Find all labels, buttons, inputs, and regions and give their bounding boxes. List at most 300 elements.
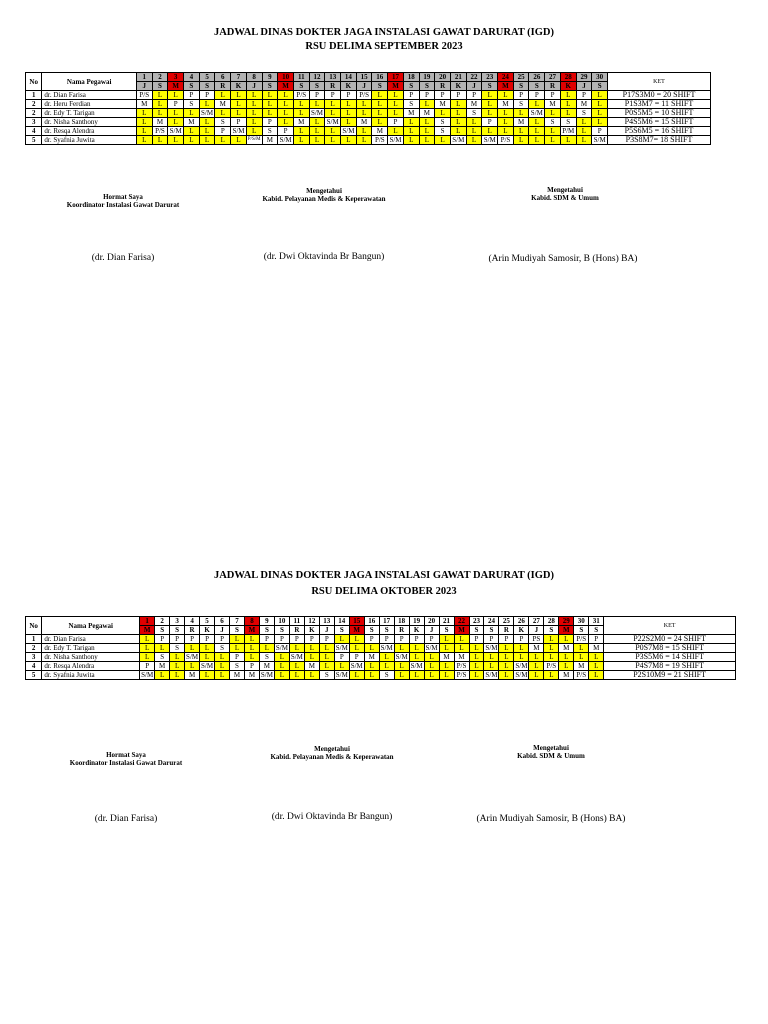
shift-cell: P — [168, 100, 184, 109]
shift-cell: P — [388, 118, 404, 127]
day-number-header: 23 — [469, 617, 484, 626]
shift-cell: L — [278, 109, 294, 118]
shift-cell: M — [419, 109, 435, 118]
shift-cell: P — [589, 635, 604, 644]
shift-cell: L — [136, 109, 152, 118]
shift-cell: P — [185, 635, 200, 644]
shift-cell: L — [293, 109, 309, 118]
shift-cell: L — [529, 136, 545, 145]
weekday-header: J — [466, 82, 482, 91]
shift-cell: L — [155, 644, 170, 653]
shift-cell: L — [199, 118, 215, 127]
day-number-header: 7 — [230, 617, 245, 626]
shift-cell: L — [289, 644, 304, 653]
shift-cell: L — [349, 644, 364, 653]
shift-cell: L — [482, 91, 498, 100]
shift-cell: L — [424, 653, 439, 662]
shift-cell: S/M — [515, 662, 528, 670]
shift-cell: M — [529, 644, 544, 653]
shift-cell: M — [184, 118, 200, 127]
day-number-header: 11 — [289, 617, 304, 626]
employee-name: dr. Syafnia Juwita — [42, 136, 136, 145]
shift-cell: L — [319, 653, 334, 662]
shift-cell: L — [559, 653, 574, 662]
weekday-header: S — [379, 626, 394, 635]
shift-cell: M — [304, 662, 319, 671]
shift-cell: L — [325, 136, 341, 145]
signature-role: Kabid. Pelayanan Medis & Keperawatan — [270, 753, 394, 761]
shift-cell: L — [293, 136, 309, 145]
shift-cell: L — [199, 100, 215, 109]
shift-cell: P — [364, 635, 379, 644]
row-number: 1 — [26, 635, 42, 644]
shift-cell: L — [215, 671, 230, 680]
shift-cell: L — [200, 644, 215, 653]
schedule-table — [25, 616, 736, 680]
day-number-header: 18 — [394, 617, 409, 626]
weekday-header: M — [388, 82, 404, 91]
shift-cell: M — [454, 653, 469, 662]
weekday-header: S — [230, 626, 245, 635]
weekday-header: R — [394, 626, 409, 635]
shift-cell: M — [403, 109, 419, 118]
shift-cell: P/S — [454, 671, 469, 680]
table-row — [26, 100, 711, 109]
day-number-header: 10 — [278, 73, 294, 82]
shift-cell: P — [289, 635, 304, 644]
shift-cell: L — [325, 127, 341, 136]
shift-cell: L — [592, 91, 608, 100]
weekday-header: M — [140, 626, 155, 635]
shift-cell: P/S — [544, 662, 559, 671]
shift-cell: P — [499, 635, 514, 644]
weekday-header: K — [409, 626, 424, 635]
shift-cell: L — [403, 136, 419, 145]
shift-cell: P — [259, 635, 274, 644]
shift-cell: L — [544, 671, 559, 680]
shift-cell: L — [469, 671, 484, 680]
shift-cell: S/M — [275, 644, 288, 652]
shift-cell: L — [293, 127, 309, 136]
weekday-header: R — [545, 82, 561, 91]
shift-cell: L — [545, 127, 561, 136]
shift-cell: M — [364, 653, 379, 662]
signature-heading: Mengetahui — [547, 186, 583, 194]
shift-cell: S/M — [201, 662, 214, 670]
signature-heading: Mengetahui — [533, 744, 569, 752]
day-number-header: 27 — [545, 73, 561, 82]
shift-cell: L — [394, 662, 409, 671]
signatory-name: (dr. Dwi Oktavinda Br Bangun) — [271, 812, 393, 822]
shift-cell: L — [544, 644, 559, 653]
shift-cell: L — [170, 662, 185, 671]
shift-cell: L — [274, 653, 289, 662]
day-number-header: 19 — [419, 73, 435, 82]
signature-heading: Hormat Saya — [103, 193, 143, 201]
shift-cell: S/M — [483, 136, 496, 144]
row-number: 3 — [26, 118, 42, 127]
shift-total: P4S7M8 = 19 SHIFT — [604, 662, 736, 671]
signature-block-medical — [244, 187, 404, 203]
shift-cell: S/M — [279, 136, 292, 144]
shift-cell: L — [409, 653, 424, 662]
weekday-header: K — [514, 626, 529, 635]
day-number-header: 10 — [274, 617, 289, 626]
shift-cell: L — [545, 109, 561, 118]
shift-total: P4S5M6 = 15 SHIFT — [608, 118, 711, 127]
shift-cell: L — [419, 136, 435, 145]
shift-cell: P — [319, 635, 334, 644]
shift-cell: S — [215, 644, 230, 653]
shift-cell: L — [388, 100, 404, 109]
shift-cell: S — [403, 100, 419, 109]
day-number-header: 1 — [140, 617, 155, 626]
shift-cell: P — [200, 635, 215, 644]
shift-cell: L — [589, 653, 604, 662]
shift-cell: L — [155, 671, 170, 680]
shift-cell: L — [454, 644, 469, 653]
shift-cell: S — [155, 653, 170, 662]
weekday-header: S — [259, 626, 274, 635]
shift-cell: L — [246, 109, 262, 118]
shift-cell: L — [499, 653, 514, 662]
shift-cell: L — [498, 118, 514, 127]
signature-heading: Mengetahui — [314, 745, 350, 753]
weekday-header: S — [274, 626, 289, 635]
shift-cell: S/M — [232, 127, 245, 135]
shift-cell: L — [574, 644, 589, 653]
shift-cell: M — [185, 671, 200, 680]
schedule-title: JADWAL DINAS DOKTER JAGA INSTALASI GAWAT DARURAT (IGD) — [213, 570, 555, 581]
shift-cell: P/S/M — [246, 136, 262, 145]
shift-cell: P — [379, 635, 394, 644]
shift-cell: L — [152, 100, 168, 109]
shift-cell: S/M — [290, 653, 303, 661]
weekday-header: S — [574, 626, 589, 635]
day-number-header: 13 — [319, 617, 334, 626]
shift-cell: L — [259, 644, 274, 653]
day-number-header: 1 — [136, 73, 152, 82]
shift-cell: L — [559, 662, 574, 671]
shift-cell: L — [244, 635, 259, 644]
day-number-header: 23 — [482, 73, 498, 82]
shift-cell: S — [576, 109, 592, 118]
shift-cell: L — [140, 653, 155, 662]
weekday-header: M — [168, 82, 184, 91]
shift-cell: M — [574, 662, 589, 671]
day-number-header: 7 — [231, 73, 247, 82]
shift-cell: L — [184, 109, 200, 118]
signature-role: Kabid. Pelayanan Medis & Keperawatan — [262, 195, 386, 203]
shift-cell: L — [379, 662, 394, 671]
weekday-header: J — [136, 82, 152, 91]
day-number-header: 29 — [576, 73, 592, 82]
shift-cell: S/M — [593, 136, 606, 144]
weekday-header: S — [170, 626, 185, 635]
shift-cell: S — [262, 127, 278, 136]
shift-cell: P/S — [152, 127, 168, 136]
shift-cell: L — [545, 136, 561, 145]
shift-cell: L — [484, 653, 499, 662]
shift-cell: L — [372, 100, 388, 109]
schedule-title: JADWAL DINAS DOKTER JAGA INSTALASI GAWAT DARURAT (IGD) — [213, 27, 555, 38]
shift-cell: S/M — [186, 653, 199, 661]
shift-cell: L — [349, 635, 364, 644]
shift-cell: S/M — [169, 127, 182, 135]
shift-cell: L — [341, 109, 357, 118]
day-number-header: 29 — [559, 617, 574, 626]
shift-cell: P — [419, 91, 435, 100]
shift-cell: L — [513, 136, 529, 145]
shift-cell: L — [482, 127, 498, 136]
day-number-header: 22 — [454, 617, 469, 626]
shift-cell: L — [589, 662, 604, 671]
shift-cell: L — [215, 136, 231, 145]
shift-cell: S — [513, 100, 529, 109]
shift-cell: L — [231, 109, 247, 118]
day-number-header: 17 — [388, 73, 404, 82]
employee-name: dr. Dian Farisa — [42, 91, 136, 100]
shift-cell: L — [559, 635, 574, 644]
day-number-header: 2 — [155, 617, 170, 626]
shift-cell: L — [304, 653, 319, 662]
shift-cell: L — [388, 109, 404, 118]
shift-cell: M — [244, 671, 259, 680]
shift-cell: P/S — [356, 91, 372, 100]
shift-cell: S/M — [350, 662, 363, 670]
shift-cell: L — [576, 118, 592, 127]
signature-role: Kabid. SDM & Umum — [531, 194, 599, 202]
shift-cell: PS — [529, 635, 544, 644]
shift-cell: M — [262, 136, 278, 145]
shift-cell: L — [419, 127, 435, 136]
shift-cell: S — [319, 671, 334, 680]
weekday-header: R — [215, 82, 231, 91]
shift-cell: L — [244, 653, 259, 662]
shift-cell: L — [364, 671, 379, 680]
shift-cell: L — [325, 109, 341, 118]
shift-cell: P — [309, 91, 325, 100]
shift-cell: L — [574, 653, 589, 662]
shift-cell: S — [170, 644, 185, 653]
day-number-header: 3 — [170, 617, 185, 626]
day-number-header: 8 — [244, 617, 259, 626]
shift-cell: L — [544, 653, 559, 662]
day-number-header: 6 — [215, 73, 231, 82]
day-number-header: 16 — [364, 617, 379, 626]
shift-cell: L — [185, 644, 200, 653]
shift-cell: L — [482, 109, 498, 118]
shift-cell: L — [560, 91, 576, 100]
shift-cell: S — [435, 118, 451, 127]
shift-cell: P — [529, 91, 545, 100]
shift-cell: P — [450, 91, 466, 100]
shift-cell: P — [231, 118, 247, 127]
shift-cell: L — [215, 91, 231, 100]
shift-cell: L — [499, 662, 514, 671]
employee-name: dr. Edy T. Tarigan — [42, 644, 140, 653]
shift-cell: P — [435, 91, 451, 100]
shift-cell: P — [469, 635, 484, 644]
signature-role: Koordinator Instalasi Gawat Darurat — [66, 201, 180, 209]
shift-total: P2S10M9 = 21 SHIFT — [604, 671, 736, 680]
shift-cell: L — [529, 118, 545, 127]
shift-cell: P — [466, 91, 482, 100]
day-number-header: 9 — [259, 617, 274, 626]
day-number-header: 15 — [349, 617, 364, 626]
day-number-header: 20 — [435, 73, 451, 82]
shift-cell: M — [259, 662, 274, 671]
shift-cell: P — [403, 91, 419, 100]
shift-cell: S/M — [326, 118, 339, 126]
shift-cell: L — [136, 136, 152, 145]
shift-cell: P — [304, 635, 319, 644]
shift-cell: L — [140, 644, 155, 653]
shift-cell: L — [184, 136, 200, 145]
shift-cell: L — [136, 127, 152, 136]
weekday-header: K — [341, 82, 357, 91]
shift-cell: P — [262, 118, 278, 127]
shift-cell: L — [199, 136, 215, 145]
shift-cell: P — [334, 653, 349, 662]
shift-cell: S/M — [515, 671, 528, 679]
employee-name: dr. Nisha Santhony — [42, 653, 140, 662]
shift-cell: L — [325, 100, 341, 109]
signature-block-coordinator — [48, 193, 198, 209]
shift-cell: L — [262, 100, 278, 109]
shift-cell: L — [168, 109, 184, 118]
employee-name: dr. Dian Farisa — [42, 635, 140, 644]
shift-cell: L — [592, 100, 608, 109]
shift-cell: P — [514, 635, 529, 644]
weekday-header: S — [439, 626, 454, 635]
shift-cell: L — [529, 127, 545, 136]
weekday-header: S — [152, 82, 168, 91]
shift-cell: L — [231, 100, 247, 109]
shift-cell: P — [576, 91, 592, 100]
shift-cell: L — [372, 118, 388, 127]
weekday-header: S — [529, 82, 545, 91]
shift-cell: M — [589, 644, 604, 653]
shift-cell: L — [466, 136, 482, 145]
shift-cell: L — [424, 671, 439, 680]
shift-cell: P — [482, 118, 498, 127]
employee-name: dr. Resqa Alendra — [42, 662, 140, 671]
shift-cell: M — [576, 100, 592, 109]
weekday-header: S — [403, 82, 419, 91]
shift-cell: L — [309, 127, 325, 136]
shift-cell: L — [589, 671, 604, 680]
weekday-header: S — [364, 626, 379, 635]
shift-cell: P/S — [498, 136, 514, 145]
weekday-header: M — [498, 82, 514, 91]
shift-cell: L — [319, 644, 334, 653]
day-number-header: 12 — [304, 617, 319, 626]
weekday-header: K — [304, 626, 319, 635]
shift-cell: S/M — [425, 644, 438, 652]
day-number-header: 13 — [325, 73, 341, 82]
day-number-header: 20 — [424, 617, 439, 626]
row-number: 4 — [26, 127, 42, 136]
shift-cell: P — [199, 91, 215, 100]
weekday-header: S — [309, 82, 325, 91]
shift-cell: L — [576, 127, 592, 136]
shift-cell: L — [262, 91, 278, 100]
shift-cell: L — [394, 671, 409, 680]
day-number-header: 14 — [341, 73, 357, 82]
row-number: 5 — [26, 136, 42, 145]
shift-cell: S — [466, 109, 482, 118]
weekday-header: K — [560, 82, 576, 91]
day-number-header: 4 — [185, 617, 200, 626]
shift-cell: P — [592, 127, 608, 136]
shift-cell: P — [484, 635, 499, 644]
table-row — [26, 109, 711, 118]
day-number-header: 4 — [184, 73, 200, 82]
shift-cell: L — [364, 662, 379, 671]
day-number-header: 28 — [544, 617, 559, 626]
weekday-header: K — [450, 82, 466, 91]
shift-cell: L — [309, 118, 325, 127]
shift-cell: P — [140, 662, 155, 671]
weekday-header: S — [262, 82, 278, 91]
column-header-name: Nama Pegawai — [42, 73, 136, 91]
shift-cell: L — [170, 671, 185, 680]
shift-cell: L — [419, 118, 435, 127]
shift-cell: L — [364, 644, 379, 653]
shift-cell: L — [230, 644, 245, 653]
weekday-header: J — [246, 82, 262, 91]
signature-block-hr — [490, 186, 640, 202]
shift-cell: L — [168, 136, 184, 145]
weekday-header: S — [544, 626, 559, 635]
shift-cell: P — [155, 635, 170, 644]
shift-cell: L — [560, 109, 576, 118]
day-number-header: 26 — [514, 617, 529, 626]
shift-cell: P — [341, 91, 357, 100]
shift-cell: L — [469, 662, 484, 671]
schedule-table — [25, 72, 711, 145]
shift-cell: L — [168, 118, 184, 127]
shift-cell: S/M — [260, 671, 273, 679]
shift-cell: L — [356, 109, 372, 118]
signatory-name: (Arin Mudiyah Samosir, B (Hons) BA) — [488, 254, 638, 264]
shift-cell: L — [388, 91, 404, 100]
shift-total: P22S2M0 = 24 SHIFT — [604, 635, 736, 644]
shift-cell: L — [409, 644, 424, 653]
weekday-header: S — [484, 626, 499, 635]
row-number: 2 — [26, 100, 42, 109]
table-row — [26, 644, 736, 653]
day-number-header: 21 — [439, 617, 454, 626]
shift-total: P17S3M0 = 20 SHIFT — [608, 91, 711, 100]
shift-cell: S/M — [335, 644, 348, 652]
day-number-header: 2 — [152, 73, 168, 82]
day-number-header: 25 — [499, 617, 514, 626]
row-number: 5 — [26, 671, 42, 680]
shift-cell: L — [200, 653, 215, 662]
row-number: 4 — [26, 662, 42, 671]
shift-cell: L — [278, 118, 294, 127]
day-number-header: 3 — [168, 73, 184, 82]
header-row-days — [26, 617, 736, 626]
shift-cell: L — [215, 653, 230, 662]
shift-cell: S — [379, 671, 394, 680]
weekday-header: M — [559, 626, 574, 635]
signature-heading: Hormat Saya — [106, 751, 146, 759]
day-number-header: 27 — [529, 617, 544, 626]
weekday-header: S — [184, 82, 200, 91]
